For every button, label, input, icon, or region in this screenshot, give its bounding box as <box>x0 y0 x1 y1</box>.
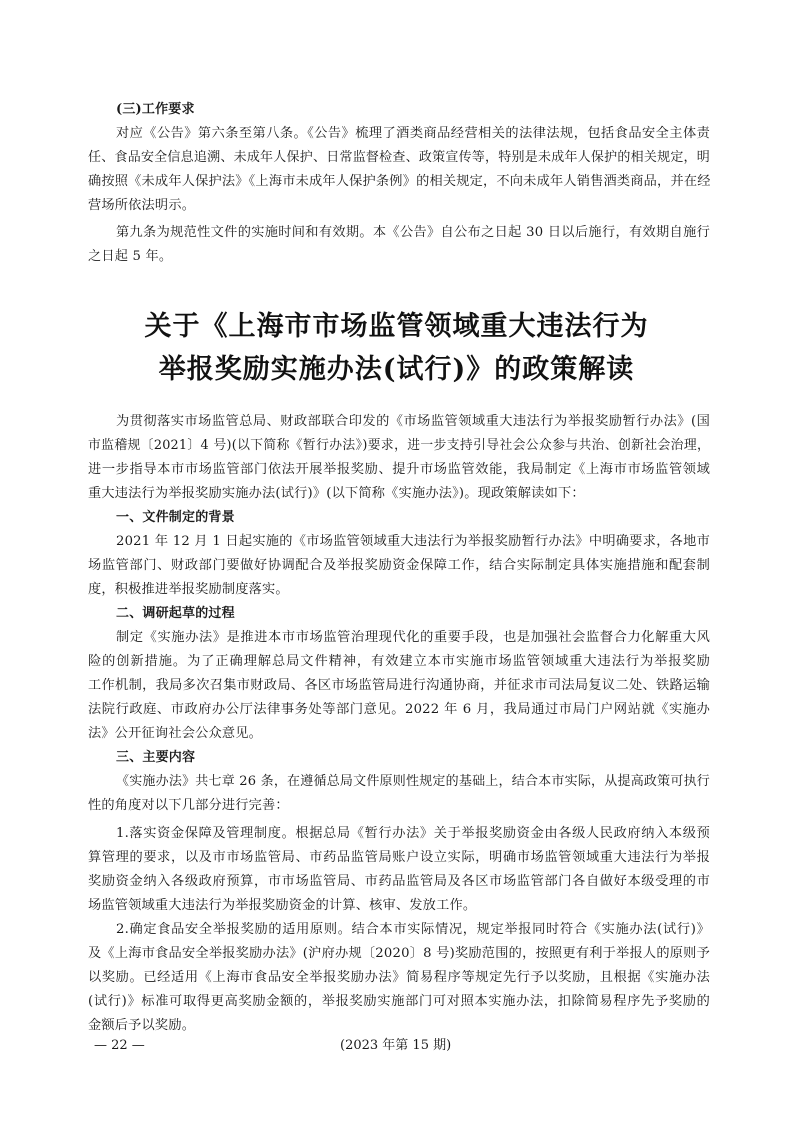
paragraph-line: 重大违法行为举报奖励实施办法(试行)》(以下简称《实施办法》)。现政策解读如下： <box>88 486 585 501</box>
paragraph-line: 之日起 5 年。 <box>88 249 173 264</box>
paragraph-line: 1.落实资金保障及管理制度。根据总局《暂行办法》关于举报奖励资金由各级人民政府纳入本级预 <box>116 826 710 841</box>
paragraph-line: 确按照《未成年人保护法》《上海市未成年人保护条例》的相关规定，不向未成年人销售酒类商品，并在经 <box>88 174 711 189</box>
paragraph-line: 2021 年 12 月 1 日起实施的《市场监管领域重大违法行为举报奖励暂行办法》中明确要求，各地市 <box>116 534 710 549</box>
section-heading-background: 一、文件制定的背景 <box>116 510 235 525</box>
paragraph-line: 第九条为规范性文件的实施时间和有效期。本《公告》自公布之日起 30 日以后施行，有效期自施行 <box>116 225 710 240</box>
paragraph-line: 法院行政庭、市政府办公厅法律事务处等部门意见。2022 年 6 月，我局通过市局门户网站就《实施办 <box>88 702 710 717</box>
paragraph-line: 金额后予以奖励。 <box>88 1018 196 1033</box>
paragraph-line: 奖励资金纳入各级政府预算，市市场监管局、市药品监管局及各区市场监管部门各自做好本级受理的市 <box>88 874 710 889</box>
paragraph-line: 险的创新措施。为了正确理解总局文件精神，有效建立本市实施市场监管领域重大违法行为举报奖励 <box>88 654 710 669</box>
paragraph-line: 性的角度对以下几部分进行完善： <box>88 798 289 813</box>
issue-number: (2023 年第 15 期) <box>340 1038 452 1053</box>
paragraph-line: 法》公开征询社会公众意见。 <box>88 726 263 741</box>
paragraph-line: 营场所依法明示。 <box>88 198 196 213</box>
paragraph-line: 工作机制，我局多次召集市财政局、各区市场监管局进行沟通协商，并征求市司法局复议二处、铁路运输 <box>88 678 710 693</box>
paragraph-line: 市监稽规〔2021〕4 号)(以下简称《暂行办法》)要求，进一步支持引导社会公众参与共治、创新社会治理， <box>88 438 710 453</box>
page-number: — 22 — <box>94 1038 145 1053</box>
paragraph-line: 《实施办法》共七章 26 条，在遵循总局文件原则性规定的基础上，结合本市实际，从提高政策可执行 <box>116 774 710 789</box>
article-title-line-1: 关于《上海市市场监管领域重大违法行为 <box>144 311 649 342</box>
section-heading-work-requirements: (三)工作要求 <box>116 102 195 117</box>
paragraph-line: 度，积极推进举报奖励制度落实。 <box>88 582 289 597</box>
paragraph-line: 场监管部门、财政部门要做好协调配合及举报奖励资金保障工作，结合实际制定具体实施措施和配套制 <box>88 558 710 573</box>
paragraph-line: 制定《实施办法》是推进本市市场监管治理现代化的重要手段，也是加强社会监督合力化解重大风 <box>116 630 710 645</box>
paragraph-line: 及《上海市食品安全举报奖励办法》(沪府办规〔2020〕8 号)奖励范围的，按照更有利于举报人的原则予 <box>88 946 710 961</box>
paragraph-line: 任、食品安全信息追溯、未成年人保护、日常监督检查、政策宣传等，特别是未成年人保护的相关规定，明 <box>88 150 710 165</box>
paragraph-line: 场监管领域重大违法行为举报奖励资金的计算、核审、发放工作。 <box>88 898 477 913</box>
paragraph-line: 对应《公告》第六条至第八条。《公告》梳理了酒类商品经营相关的法律法规，包括食品安全主体责 <box>116 126 710 141</box>
article-title-line-2: 举报奖励实施办法(试行)》的政策解读 <box>158 354 635 385</box>
paragraph-line: 进一步指导本市市场监管部门依法开展举报奖励、提升市场监管效能，我局制定《上海市市场监管领域 <box>88 462 710 477</box>
paragraph-line: 2.确定食品安全举报奖励的适用原则。结合本市实际情况，规定举报同时符合《实施办法(试行)》 <box>116 922 710 937</box>
paragraph-line: 算管理的要求，以及市市场监管局、市药品监管局账户设立实际，明确市场监管领域重大违法行为举报 <box>88 850 710 865</box>
paragraph-line: 为贯彻落实市场监管总局、财政部联合印发的《市场监管领域重大违法行为举报奖励暂行办法》(国 <box>116 414 710 429</box>
section-heading-drafting-process: 二、调研起草的过程 <box>116 606 235 621</box>
paragraph-line: 以奖励。已经适用《上海市食品安全举报奖励办法》简易程序等规定先行予以奖励，且根据《实施办法 <box>88 970 710 985</box>
paragraph-line: (试行)》标准可取得更高奖励金额的，举报奖励实施部门可对照本实施办法，扣除简易程序先予奖励的 <box>88 994 710 1009</box>
section-heading-main-content: 三、主要内容 <box>116 750 196 765</box>
